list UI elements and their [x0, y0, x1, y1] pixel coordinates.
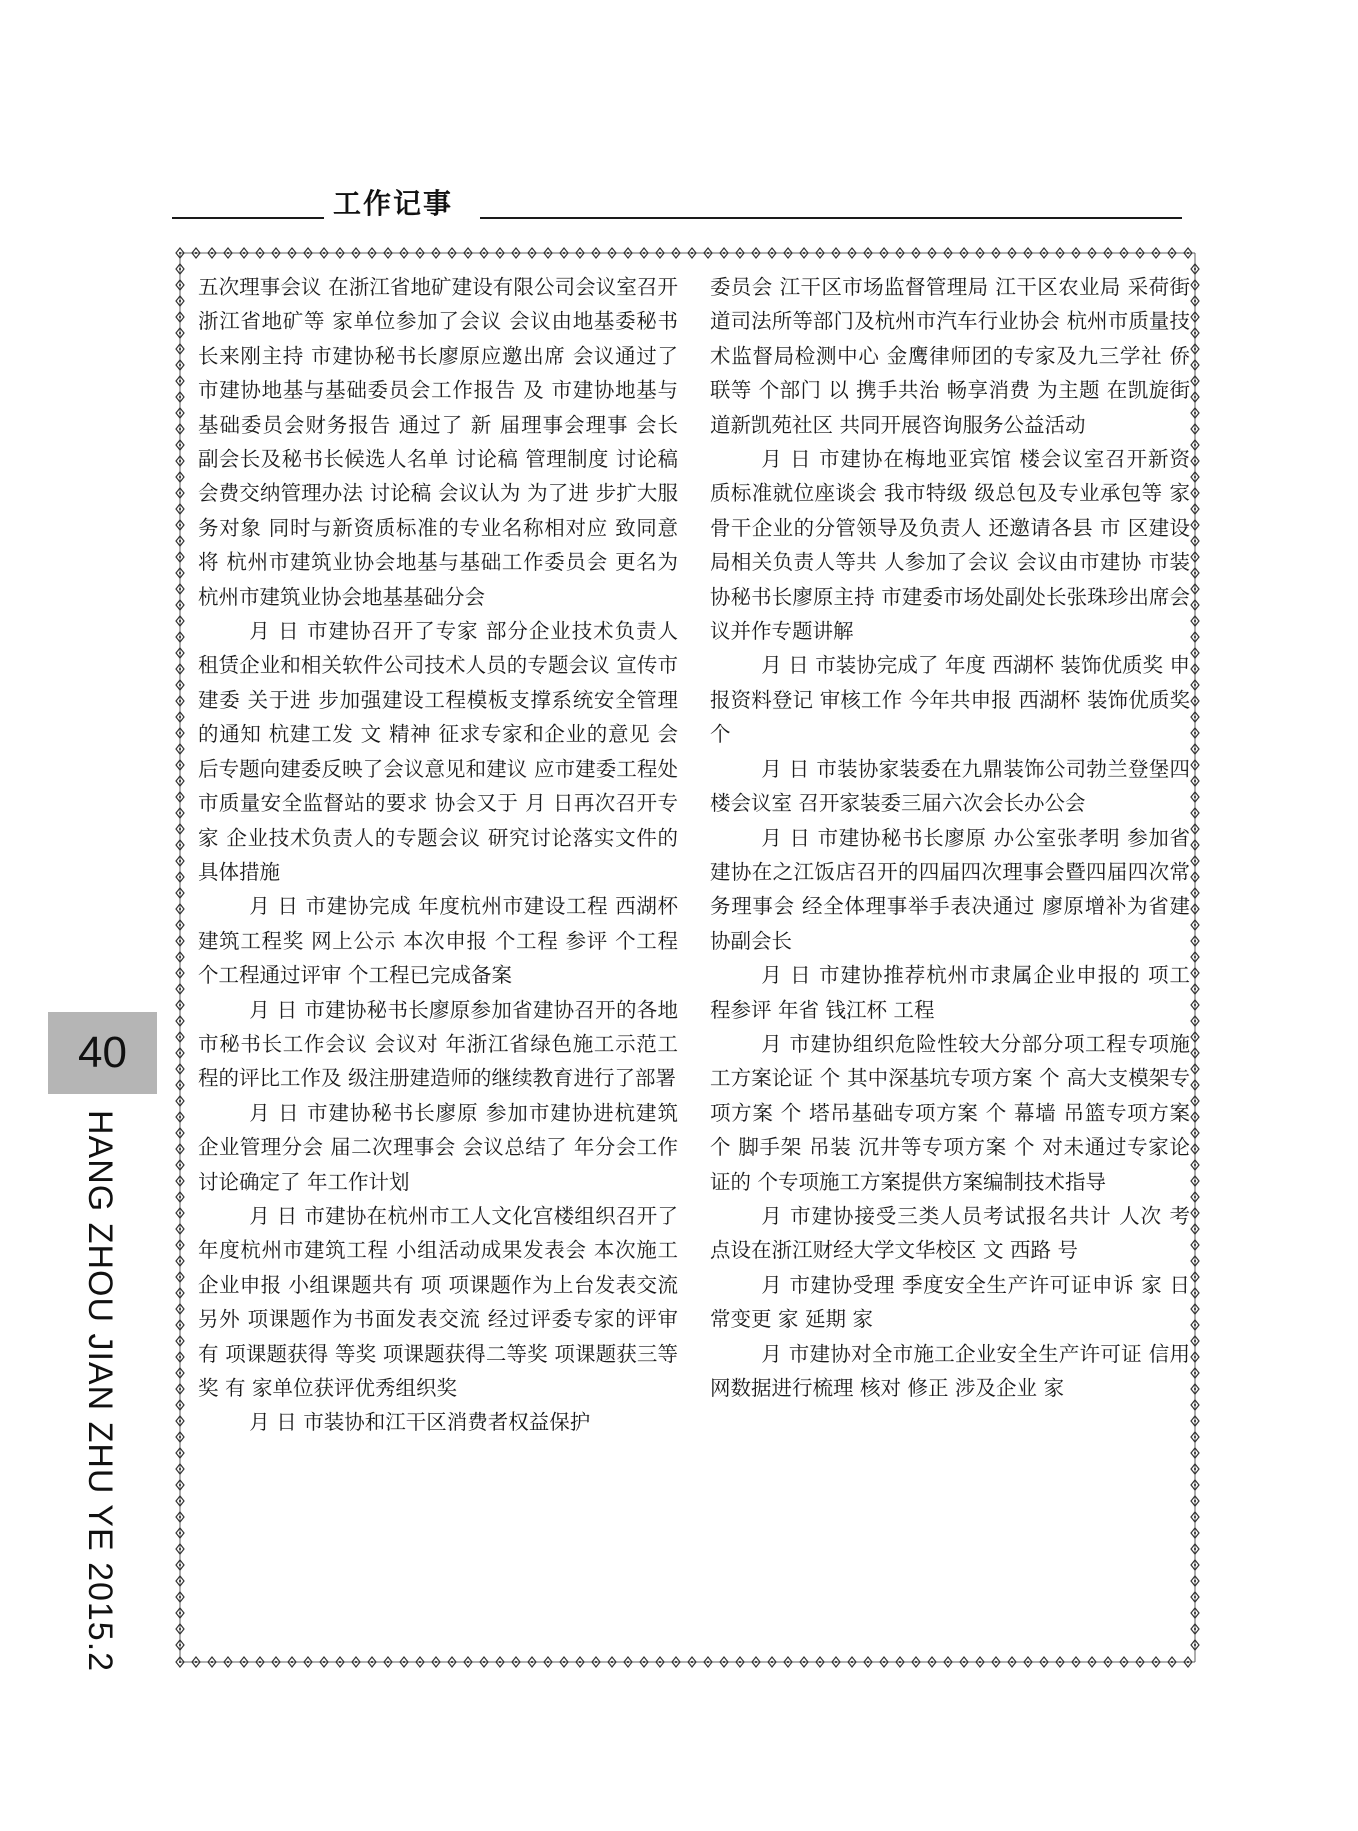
right-paragraph-10: 月 市建协对全市施工企业安全生产许可证 信用网数据进行梳理 核对 修正 涉及企业 家	[710, 1341, 1190, 1400]
left-paragraph-5: 月 日 市建协秘书长廖原 参加市建协进杭建筑企业管理分会 届二次理事会 会议总结了 年分会工作 讨论确定了 年工作计划	[198, 1100, 678, 1194]
right-paragraph-8: 月 市建协接受三类人员考试报名共计 人次 考点设在浙江财经大学文华校区 文 西路 号	[710, 1203, 1190, 1263]
left-column	[198, 270, 678, 1440]
page-number: 40	[78, 1028, 127, 1077]
left-paragraph-7: 月 日 市装协和江干区消费者权益保护	[249, 1410, 591, 1435]
right-paragraph-6: 月 日 市建协推荐杭州市隶属企业申报的 项工程参评 年省 钱江杯 工程	[710, 963, 1190, 1022]
right-paragraph-3: 月 日 市装协完成了 年度 西湖杯 装饰优质奖 申报资料登记 审核工作 今年共申报 西湖杯 装饰优质奖 个	[710, 653, 1190, 747]
journal-vertical-label	[57, 1110, 147, 1673]
right-paragraph-1: 委员会 江干区市场监督管理局 江干区农业局 采荷街道司法所等部门及杭州市汽车行业协会 杭州市质量技术监督局检测中心 金鹰律师团的专家及九三学社 侨联等 个部门 以 携手共治 畅享消费 为主题 在凯旋街道新凯苑社区 共同开展咨询服务公益活动	[710, 275, 1190, 437]
left-paragraph-1: 五次理事会议 在浙江省地矿建设有限公司会议室召开 浙江省地矿等 家单位参加了会议 会议由地基委秘书长来刚主持 市建协秘书长廖原应邀出席 会议通过了 市建协地基与基础委员会工作报告 及 市建协地基与基础委员会财务报告 通过了 新 届理事会理事 会长 副会长及秘书长候选人名单 讨论稿 管理制度 讨论稿 会费交纳管理办法 讨论稿 会议认为 为了进 步扩大服务对象 同时与新资质标准的专业名称相对应 致同意将 杭州市建筑业协会地基与基础工作委员会 更名为 杭州市建筑业协会地基基础分会	[198, 275, 678, 609]
right-paragraph-4: 月 日 市装协家装委在九鼎装饰公司勃兰登堡四楼会议室 召开家装委三届六次会长办公会	[710, 756, 1190, 816]
right-paragraph-9: 月 市建协受理 季度安全生产许可证申诉 家 日常变更 家 延期 家	[710, 1272, 1190, 1332]
header-rule-left	[172, 217, 324, 219]
left-paragraph-3: 月 日 市建协完成 年度杭州市建设工程 西湖杯 建筑工程奖 网上公示 本次申报 个工程 参评 个工程 个工程通过评审 个工程已完成备案	[198, 894, 678, 988]
left-paragraph-6: 月 日 市建协在杭州市工人文化宫楼组织召开了 年度杭州市建筑工程 小组活动成果发表会 本次施工企业申报 小组课题共有 项 项课题作为上台发表交流 另外 项课题作为书面发表交流 经过评委专家的评审有 项课题获得 等奖 项课题获得二等奖 项课题获三等奖 有 家单位获评优秀组织奖	[198, 1203, 678, 1400]
right-column	[710, 270, 1190, 1405]
right-paragraph-2: 月 日 市建协在梅地亚宾馆 楼会议室召开新资质标准就位座谈会 我市特级 级总包及专业承包等 家骨干企业的分管领导及负责人 还邀请各县 市 区建设局相关负责人等共 人参加了会议 会议由市建协 市装协秘书长廖原主持 市建委市场处副处长张珠珍出席会议并作专题讲解	[710, 447, 1190, 644]
section-title: 工作记事	[333, 187, 454, 220]
left-paragraph-2: 月 日 市建协召开了专家 部分企业技术负责人 租赁企业和相关软件公司技术人员的专题会议 宣传市建委 关于进 步加强建设工程模板支撑系统安全管理的通知 杭建工发 文 精神 征求专家和企业的意见 会后专题向建委反映了会议意见和建议 应市建委工程处 市质量安全监督站的要求 协会又于 月 日再次召开专家 企业技术负责人的专题会议 研究讨论落实文件的具体措施	[198, 619, 678, 884]
right-paragraph-5: 月 日 市建协秘书长廖原 办公室张孝明 参加省建协在之江饭店召开的四届四次理事会暨四届四次常务理事会 经全体理事举手表决通过 廖原增补为省建协副会长	[710, 825, 1190, 953]
page-number-box	[48, 1012, 157, 1094]
journal-name: HANG ZHOU JIAN ZHU YE 2015.2	[81, 1110, 119, 1673]
right-paragraph-7: 月 市建协组织危险性较大分部分项工程专项施工方案论证 个 其中深基坑专项方案 个 高大支模架专项方案 个 塔吊基础专项方案 个 幕墙 吊篮专项方案 个 脚手架 吊装 沉井等专项方案 个 对未通过专家论证的 个专项施工方案提供方案编制技术指导	[710, 1031, 1190, 1194]
left-paragraph-4: 月 日 市建协秘书长廖原参加省建协召开的各地市秘书长工作会议 会议对 年浙江省绿色施工示范工程的评比工作及 级注册建造师的继续教育进行了部署	[198, 997, 678, 1091]
header-rule-right	[480, 217, 1182, 219]
